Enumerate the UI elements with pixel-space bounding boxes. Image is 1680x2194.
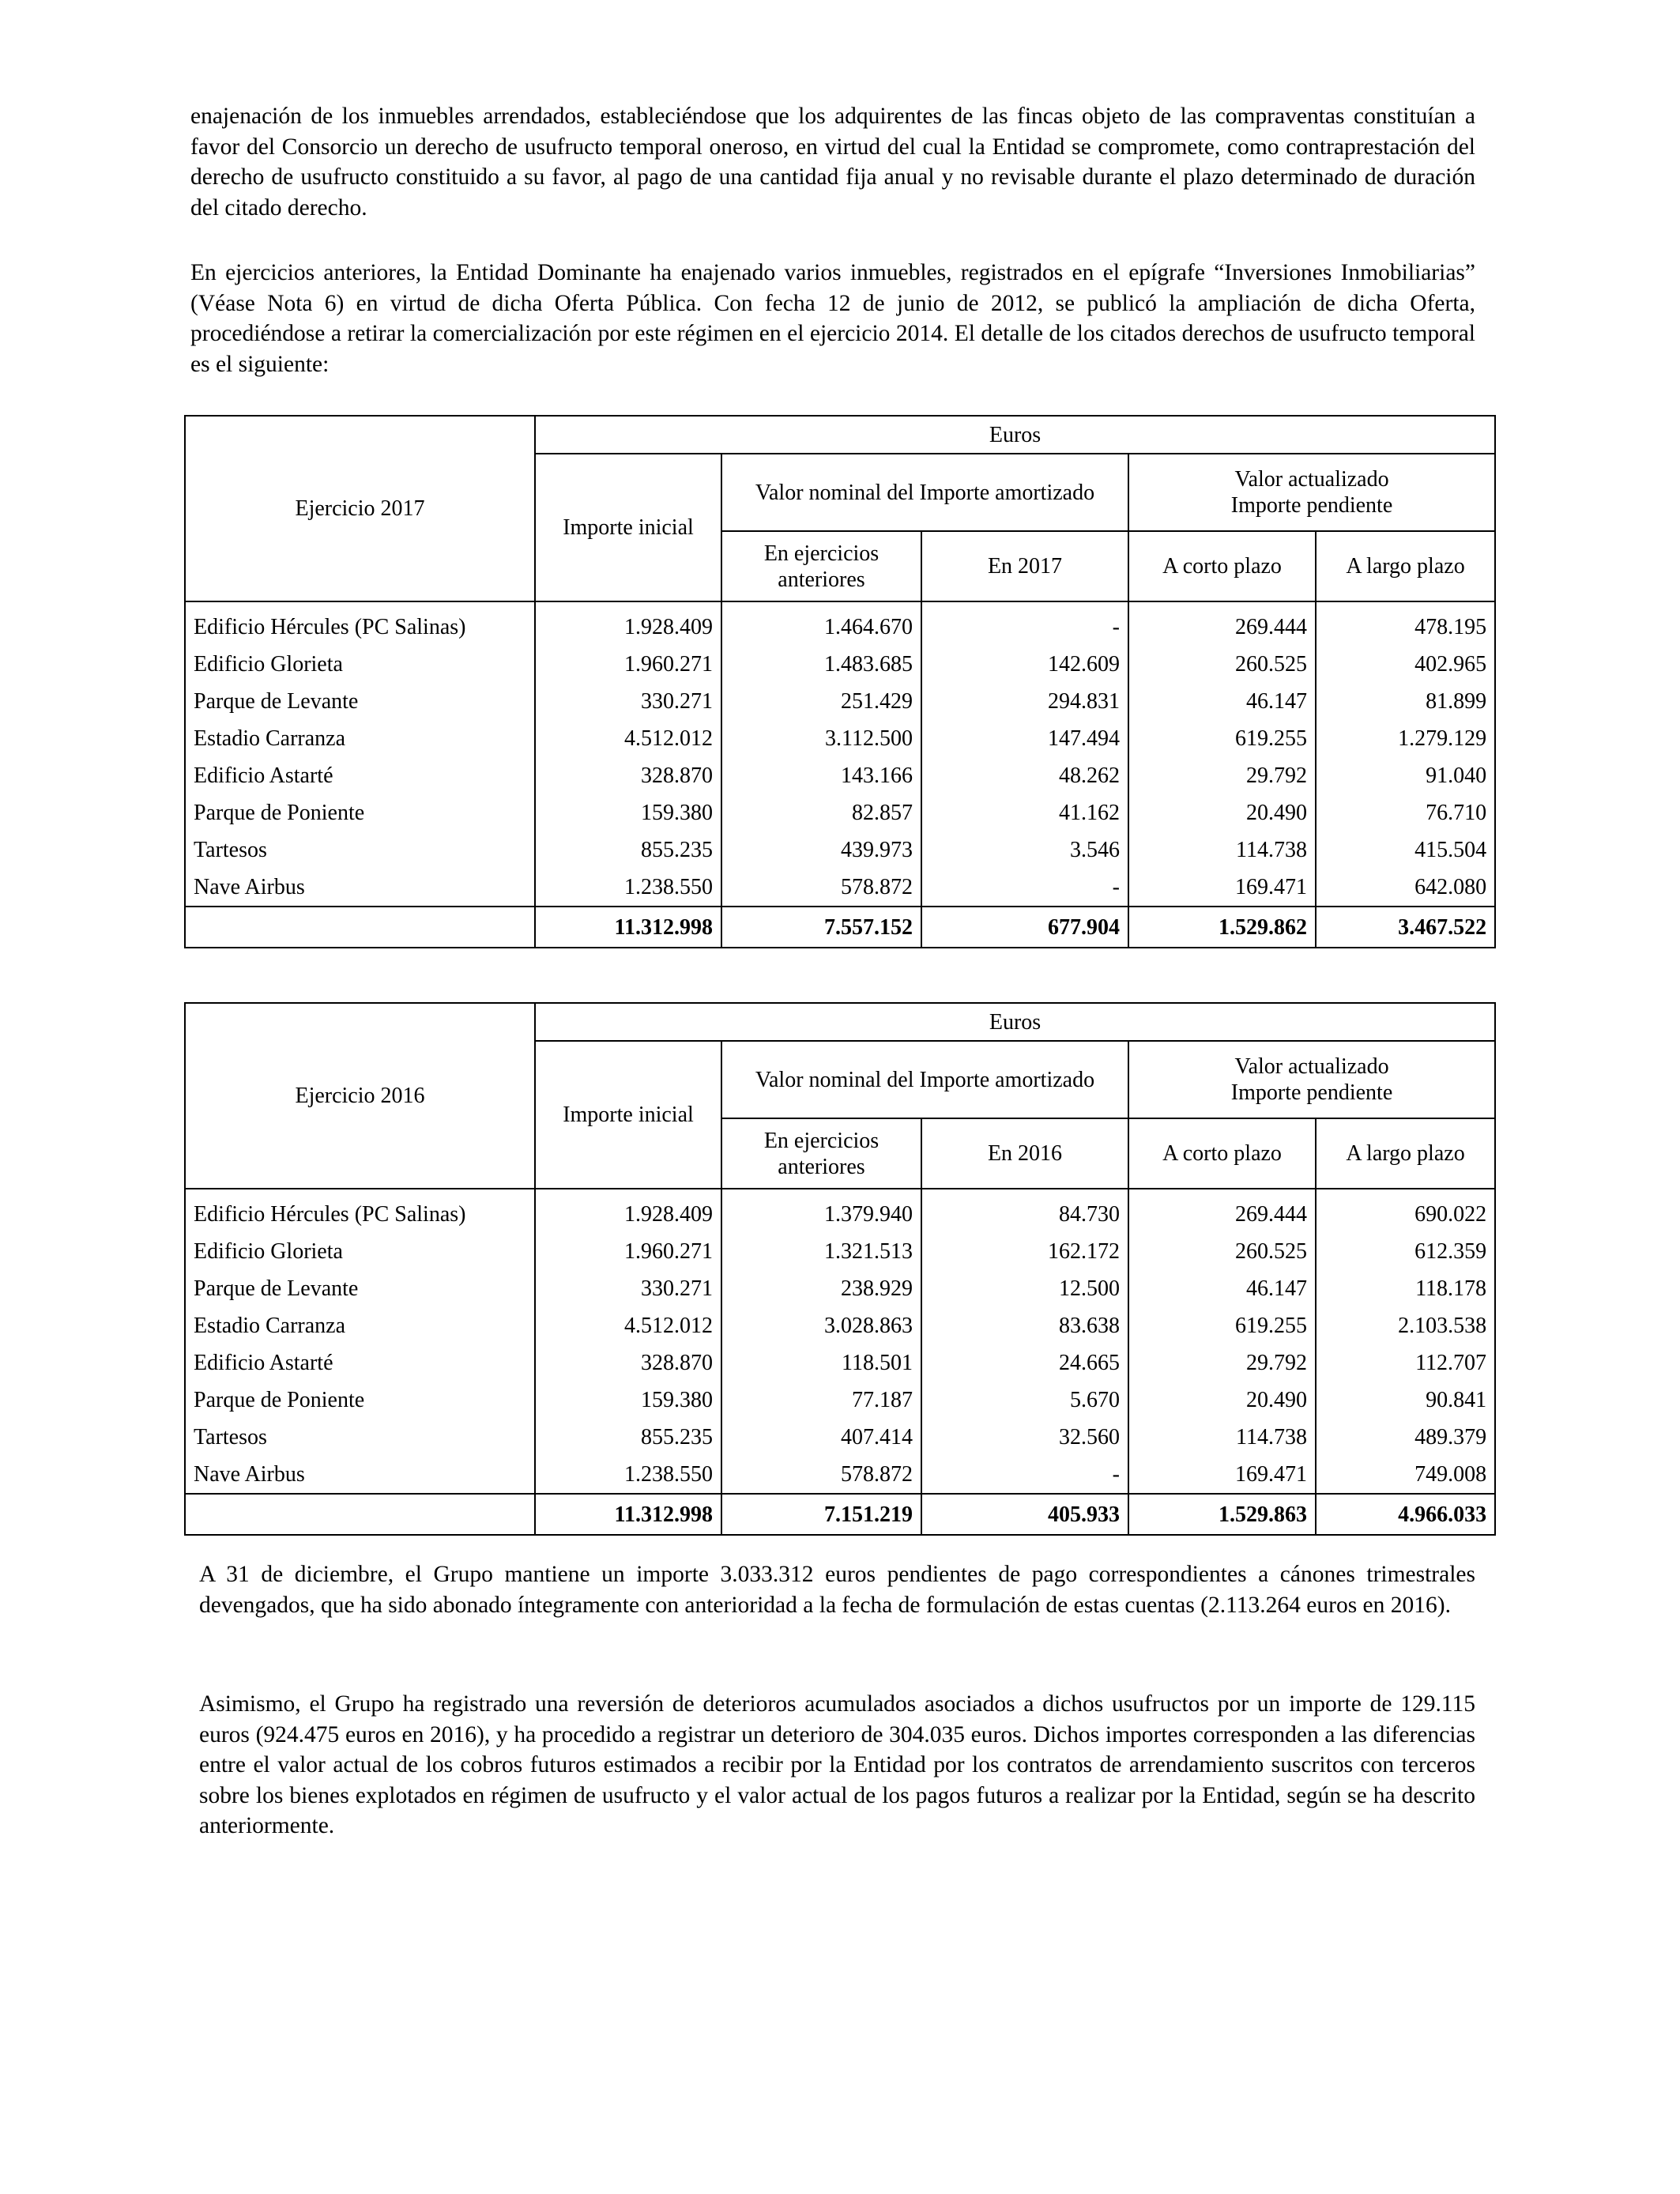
row-name: Nave Airbus bbox=[185, 1456, 535, 1494]
ejercicios-anteriores-line1: En ejercicios bbox=[763, 541, 880, 566]
cell-corto: 46.147 bbox=[1128, 683, 1316, 720]
total-largo: 3.467.522 bbox=[1316, 907, 1495, 948]
table-row bbox=[185, 1270, 1495, 1307]
table-row bbox=[185, 720, 1495, 757]
ejercicios-anteriores-line1: En ejercicios bbox=[763, 1128, 880, 1153]
largo-plazo-header: A largo plazo bbox=[1316, 1118, 1495, 1189]
cell-inicial: 855.235 bbox=[535, 831, 721, 869]
cell-year: 3.546 bbox=[921, 831, 1128, 869]
cell-corto: 269.444 bbox=[1128, 601, 1316, 646]
cell-inicial: 4.512.012 bbox=[535, 1307, 721, 1344]
total-anteriores: 7.151.219 bbox=[721, 1494, 921, 1535]
currency-header: Euros bbox=[535, 416, 1495, 454]
cell-largo: 91.040 bbox=[1316, 757, 1495, 794]
cell-year: 147.494 bbox=[921, 720, 1128, 757]
cell-anteriores: 3.028.863 bbox=[721, 1307, 921, 1344]
cell-year: 294.831 bbox=[921, 683, 1128, 720]
cell-anteriores: 238.929 bbox=[721, 1270, 921, 1307]
cell-inicial: 159.380 bbox=[535, 1382, 721, 1419]
row-name: Parque de Poniente bbox=[185, 1382, 535, 1419]
cell-largo: 642.080 bbox=[1316, 869, 1495, 907]
row-name: Edificio Glorieta bbox=[185, 646, 535, 683]
table-rows bbox=[185, 601, 1495, 907]
row-name: Edificio Astarté bbox=[185, 757, 535, 794]
valor-actualizado-header bbox=[1128, 1041, 1495, 1118]
row-name: Nave Airbus bbox=[185, 869, 535, 907]
total-corto: 1.529.863 bbox=[1128, 1494, 1316, 1535]
row-name: Edificio Hércules (PC Salinas) bbox=[185, 1189, 535, 1233]
cell-corto: 169.471 bbox=[1128, 1456, 1316, 1494]
cell-corto: 29.792 bbox=[1128, 1344, 1316, 1382]
paragraph-canones-pendientes: A 31 de diciembre, el Grupo mantiene un importe 3.033.312 euros pendientes de pago correspondientes a cánones trimestrales devengados, que ha sido abonado íntegramente con anterioridad a la fecha de formulación de estas cuentas (2.113.264 euros en 2016). bbox=[199, 1562, 1475, 1618]
total-corto: 1.529.862 bbox=[1128, 907, 1316, 948]
cell-inicial: 1.928.409 bbox=[535, 601, 721, 646]
cell-corto: 260.525 bbox=[1128, 646, 1316, 683]
cell-corto: 260.525 bbox=[1128, 1233, 1316, 1270]
cell-anteriores: 1.379.940 bbox=[721, 1189, 921, 1233]
row-name: Parque de Levante bbox=[185, 1270, 535, 1307]
cell-anteriores: 118.501 bbox=[721, 1344, 921, 1382]
cell-corto: 619.255 bbox=[1128, 720, 1316, 757]
row-name: Edificio Hércules (PC Salinas) bbox=[185, 601, 535, 646]
total-anteriores: 7.557.152 bbox=[721, 907, 921, 948]
table-row bbox=[185, 1307, 1495, 1344]
table-row bbox=[185, 683, 1495, 720]
row-name: Edificio Astarté bbox=[185, 1344, 535, 1382]
largo-plazo-header: A largo plazo bbox=[1316, 531, 1495, 601]
cell-year: 5.670 bbox=[921, 1382, 1128, 1419]
total-row bbox=[185, 907, 1495, 948]
cell-corto: 29.792 bbox=[1128, 757, 1316, 794]
cell-year: 32.560 bbox=[921, 1419, 1128, 1456]
cell-corto: 619.255 bbox=[1128, 1307, 1316, 1344]
cell-anteriores: 251.429 bbox=[721, 683, 921, 720]
cell-corto: 46.147 bbox=[1128, 1270, 1316, 1307]
cell-corto: 169.471 bbox=[1128, 869, 1316, 907]
valor-actualizado-line1: Valor actualizado bbox=[1234, 467, 1389, 492]
table-row bbox=[185, 1233, 1495, 1270]
cell-anteriores: 1.321.513 bbox=[721, 1233, 921, 1270]
cell-year: 83.638 bbox=[921, 1307, 1128, 1344]
row-name: Tartesos bbox=[185, 1419, 535, 1456]
cell-year: 41.162 bbox=[921, 794, 1128, 831]
table-rows bbox=[185, 1189, 1495, 1494]
cell-corto: 20.490 bbox=[1128, 1382, 1316, 1419]
cell-corto: 20.490 bbox=[1128, 794, 1316, 831]
paragraph-ejercicios-anteriores: En ejercicios anteriores, la Entidad Dominante ha enajenado varios inmuebles, registrados en el epígrafe “Inversiones Inmobiliarias” (Véase Nota 6) en virtud de dicha Oferta Pública. Con fecha 12 de junio de 2012, se publicó la ampliación de dicha Oferta, procediéndose a retirar la comercialización por este régimen en el ejercicio 2014. El detalle de los citados derechos de usufructo temporal es el siguiente: bbox=[190, 260, 1475, 377]
ejercicios-anteriores-line2: anteriores bbox=[778, 567, 865, 592]
cell-largo: 690.022 bbox=[1316, 1189, 1495, 1233]
table-row bbox=[185, 646, 1495, 683]
cell-inicial: 328.870 bbox=[535, 1344, 721, 1382]
cell-largo: 489.379 bbox=[1316, 1419, 1495, 1456]
cell-largo: 749.008 bbox=[1316, 1456, 1495, 1494]
cell-inicial: 1.928.409 bbox=[535, 1189, 721, 1233]
corto-plazo-header: A corto plazo bbox=[1128, 1118, 1316, 1189]
cell-year: 12.500 bbox=[921, 1270, 1128, 1307]
table-row bbox=[185, 601, 1495, 646]
paragraph-deterioros: Asimismo, el Grupo ha registrado una reversión de deterioros acumulados asociados a dichos usufructos por un importe de 129.115 euros (924.475 euros en 2016), y ha procedido a registrar un deterioro de 304.035 euros. Dichos importes corresponden a las diferencias entre el valor actual de los cobros futuros estimados a recibir por la Entidad por los contratos de arrendamiento suscritos con terceros sobre los bienes explotados en régimen de usufructo y el valor actual de los pagos futuros a realizar por la Entidad, según se ha descrito anteriormente. bbox=[199, 1691, 1475, 1838]
importe-inicial-header: Importe inicial bbox=[535, 454, 721, 601]
cell-anteriores: 1.483.685 bbox=[721, 646, 921, 683]
corto-plazo-header: A corto plazo bbox=[1128, 531, 1316, 601]
cell-inicial: 330.271 bbox=[535, 1270, 721, 1307]
cell-corto: 269.444 bbox=[1128, 1189, 1316, 1233]
en-year-header: En 2016 bbox=[921, 1118, 1128, 1189]
cell-year: - bbox=[921, 601, 1128, 646]
cell-corto: 114.738 bbox=[1128, 831, 1316, 869]
valor-actualizado-line2: Importe pendiente bbox=[1230, 1080, 1393, 1105]
cell-year: - bbox=[921, 1456, 1128, 1494]
cell-inicial: 1.238.550 bbox=[535, 1456, 721, 1494]
ejercicios-anteriores-header bbox=[721, 1118, 921, 1189]
table-row bbox=[185, 1382, 1495, 1419]
cell-largo: 112.707 bbox=[1316, 1344, 1495, 1382]
cell-inicial: 4.512.012 bbox=[535, 720, 721, 757]
cell-inicial: 330.271 bbox=[535, 683, 721, 720]
cell-year: 24.665 bbox=[921, 1344, 1128, 1382]
cell-largo: 1.279.129 bbox=[1316, 720, 1495, 757]
row-name: Tartesos bbox=[185, 831, 535, 869]
cell-largo: 415.504 bbox=[1316, 831, 1495, 869]
cell-corto: 114.738 bbox=[1128, 1419, 1316, 1456]
cell-anteriores: 578.872 bbox=[721, 1456, 921, 1494]
valor-nominal-header: Valor nominal del Importe amortizado bbox=[721, 454, 1128, 531]
total-year: 405.933 bbox=[921, 1494, 1128, 1535]
total-largo: 4.966.033 bbox=[1316, 1494, 1495, 1535]
cell-anteriores: 82.857 bbox=[721, 794, 921, 831]
cell-anteriores: 3.112.500 bbox=[721, 720, 921, 757]
importe-inicial-header: Importe inicial bbox=[535, 1041, 721, 1189]
table-row bbox=[185, 757, 1495, 794]
cell-anteriores: 407.414 bbox=[721, 1419, 921, 1456]
cell-inicial: 159.380 bbox=[535, 794, 721, 831]
usufructo-table-2016 bbox=[184, 1002, 1496, 1536]
cell-year: 142.609 bbox=[921, 646, 1128, 683]
table-row bbox=[185, 869, 1495, 907]
year-header: Ejercicio 2017 bbox=[185, 416, 535, 601]
cell-inicial: 1.238.550 bbox=[535, 869, 721, 907]
cell-inicial: 1.960.271 bbox=[535, 646, 721, 683]
cell-largo: 2.103.538 bbox=[1316, 1307, 1495, 1344]
total-row bbox=[185, 1494, 1495, 1535]
paragraph-intro-continuation: enajenación de los inmuebles arrendados, estableciéndose que los adquirentes de las fincas objeto de las compraventas constituían a favor del Consorcio un derecho de usufructo temporal oneroso, en virtud del cual la Entidad se compromete, como contraprestación del derecho de usufructo constituido a su favor, al pago de una cantidad fija anual y no revisable durante el plazo determinado de duración del citado derecho. bbox=[190, 104, 1475, 221]
valor-nominal-header: Valor nominal del Importe amortizado bbox=[721, 1041, 1128, 1118]
valor-actualizado-line2: Importe pendiente bbox=[1230, 493, 1393, 518]
cell-year: 84.730 bbox=[921, 1189, 1128, 1233]
cell-anteriores: 143.166 bbox=[721, 757, 921, 794]
row-name: Estadio Carranza bbox=[185, 1307, 535, 1344]
table-row bbox=[185, 1419, 1495, 1456]
ejercicios-anteriores-line2: anteriores bbox=[778, 1154, 865, 1179]
cell-inicial: 1.960.271 bbox=[535, 1233, 721, 1270]
cell-year: - bbox=[921, 869, 1128, 907]
total-year: 677.904 bbox=[921, 907, 1128, 948]
row-name: Parque de Poniente bbox=[185, 794, 535, 831]
cell-anteriores: 439.973 bbox=[721, 831, 921, 869]
cell-year: 162.172 bbox=[921, 1233, 1128, 1270]
cell-largo: 118.178 bbox=[1316, 1270, 1495, 1307]
cell-anteriores: 77.187 bbox=[721, 1382, 921, 1419]
table-row bbox=[185, 831, 1495, 869]
cell-largo: 90.841 bbox=[1316, 1382, 1495, 1419]
en-year-header: En 2017 bbox=[921, 531, 1128, 601]
cell-anteriores: 1.464.670 bbox=[721, 601, 921, 646]
currency-header: Euros bbox=[535, 1003, 1495, 1041]
usufructo-table-2017 bbox=[184, 415, 1496, 948]
row-name: Estadio Carranza bbox=[185, 720, 535, 757]
table-row bbox=[185, 1189, 1495, 1233]
cell-anteriores: 578.872 bbox=[721, 869, 921, 907]
cell-largo: 81.899 bbox=[1316, 683, 1495, 720]
total-inicial: 11.312.998 bbox=[535, 1494, 721, 1535]
cell-year: 48.262 bbox=[921, 757, 1128, 794]
cell-largo: 478.195 bbox=[1316, 601, 1495, 646]
year-header: Ejercicio 2016 bbox=[185, 1003, 535, 1189]
cell-inicial: 855.235 bbox=[535, 1419, 721, 1456]
cell-inicial: 328.870 bbox=[535, 757, 721, 794]
valor-actualizado-header bbox=[1128, 454, 1495, 531]
table-row bbox=[185, 794, 1495, 831]
total-inicial: 11.312.998 bbox=[535, 907, 721, 948]
row-name: Parque de Levante bbox=[185, 683, 535, 720]
ejercicios-anteriores-header bbox=[721, 531, 921, 601]
row-name: Edificio Glorieta bbox=[185, 1233, 535, 1270]
table-row bbox=[185, 1456, 1495, 1494]
table-row bbox=[185, 1344, 1495, 1382]
cell-largo: 76.710 bbox=[1316, 794, 1495, 831]
cell-largo: 612.359 bbox=[1316, 1233, 1495, 1270]
valor-actualizado-line1: Valor actualizado bbox=[1234, 1054, 1389, 1079]
cell-largo: 402.965 bbox=[1316, 646, 1495, 683]
